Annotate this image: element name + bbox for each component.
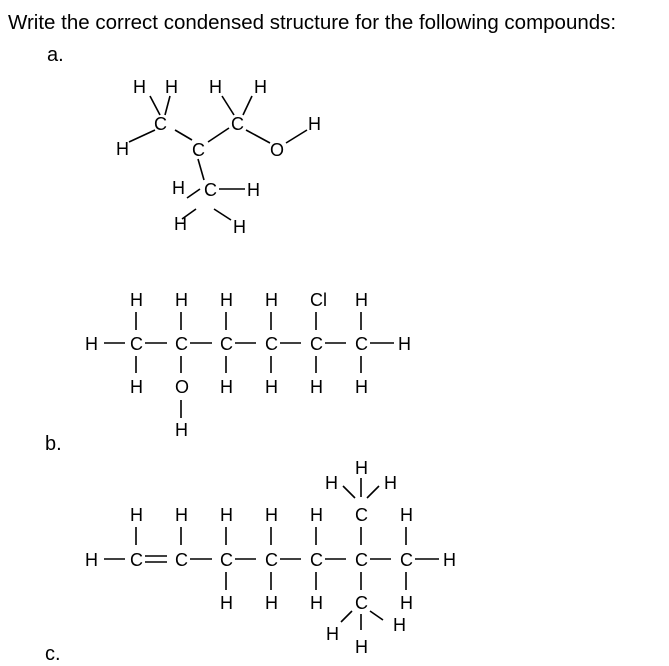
atom-h: H (265, 505, 278, 525)
atom-h: H (393, 615, 406, 635)
atom-h: H (172, 178, 185, 198)
atom-h: H (308, 114, 321, 134)
atom-h: H (220, 593, 233, 613)
atom-h: H (175, 420, 188, 440)
part-a-label: a. (47, 44, 64, 66)
part-c-label: c. (45, 643, 61, 665)
atom-c: C (355, 505, 368, 525)
atom-h: H (326, 624, 339, 644)
atom-h: H (233, 217, 246, 237)
atom-c: C (265, 334, 278, 354)
atom-c: C (400, 550, 413, 570)
atom-h: H (85, 550, 98, 570)
atom-c: C (265, 550, 278, 570)
atom-c: C (310, 334, 323, 354)
atom-h: H (325, 473, 338, 493)
atom-h: H (355, 290, 368, 310)
atom-h: H (116, 139, 129, 159)
atom-h: H (220, 290, 233, 310)
atom-h: H (384, 473, 397, 493)
atom-h: H (443, 550, 456, 570)
atom-o: O (175, 377, 190, 397)
part-b-label: b. (45, 433, 62, 455)
atom-h: H (130, 377, 143, 397)
atom-h: H (254, 77, 267, 97)
atom-h: H (398, 334, 411, 354)
atom-h: H (85, 334, 98, 354)
atom-h: H (265, 593, 278, 613)
atom-h: H (355, 377, 368, 397)
atom-h: H (310, 377, 323, 397)
atom-c: C (192, 140, 205, 160)
atom-cl: Cl (310, 290, 327, 310)
atom-c: C (220, 334, 233, 354)
structure-c-atoms (85, 458, 456, 657)
question-prompt: Write the correct condensed structure for the following compounds: (8, 11, 617, 34)
atom-h: H (310, 505, 323, 525)
atom-h: H (130, 290, 143, 310)
atom-c: C (231, 114, 244, 134)
atom-h: H (209, 77, 222, 97)
atom-c: C (220, 550, 233, 570)
atom-c: C (355, 593, 368, 613)
atom-c: C (355, 334, 368, 354)
atom-h: H (165, 77, 178, 97)
atom-c: C (310, 550, 323, 570)
atom-h: H (400, 593, 413, 613)
atom-c: C (355, 550, 368, 570)
atom-c: C (175, 550, 188, 570)
atom-c: C (204, 180, 217, 200)
atom-h: H (310, 593, 323, 613)
atom-h: H (130, 505, 143, 525)
atom-c: C (130, 550, 143, 570)
atom-h: H (220, 377, 233, 397)
atom-h: H (175, 290, 188, 310)
atom-h: H (247, 180, 260, 200)
atom-h: H (220, 505, 233, 525)
atom-h: H (265, 290, 278, 310)
atom-h: H (355, 458, 368, 478)
atom-h: H (265, 377, 278, 397)
atom-h: H (175, 505, 188, 525)
atom-c: C (154, 114, 167, 134)
atom-h: H (133, 77, 146, 97)
atom-h: H (355, 637, 368, 657)
atom-c: C (130, 334, 143, 354)
atom-c: C (175, 334, 188, 354)
atom-h: H (174, 214, 187, 234)
atom-o: O (270, 140, 285, 160)
atom-h: H (400, 505, 413, 525)
